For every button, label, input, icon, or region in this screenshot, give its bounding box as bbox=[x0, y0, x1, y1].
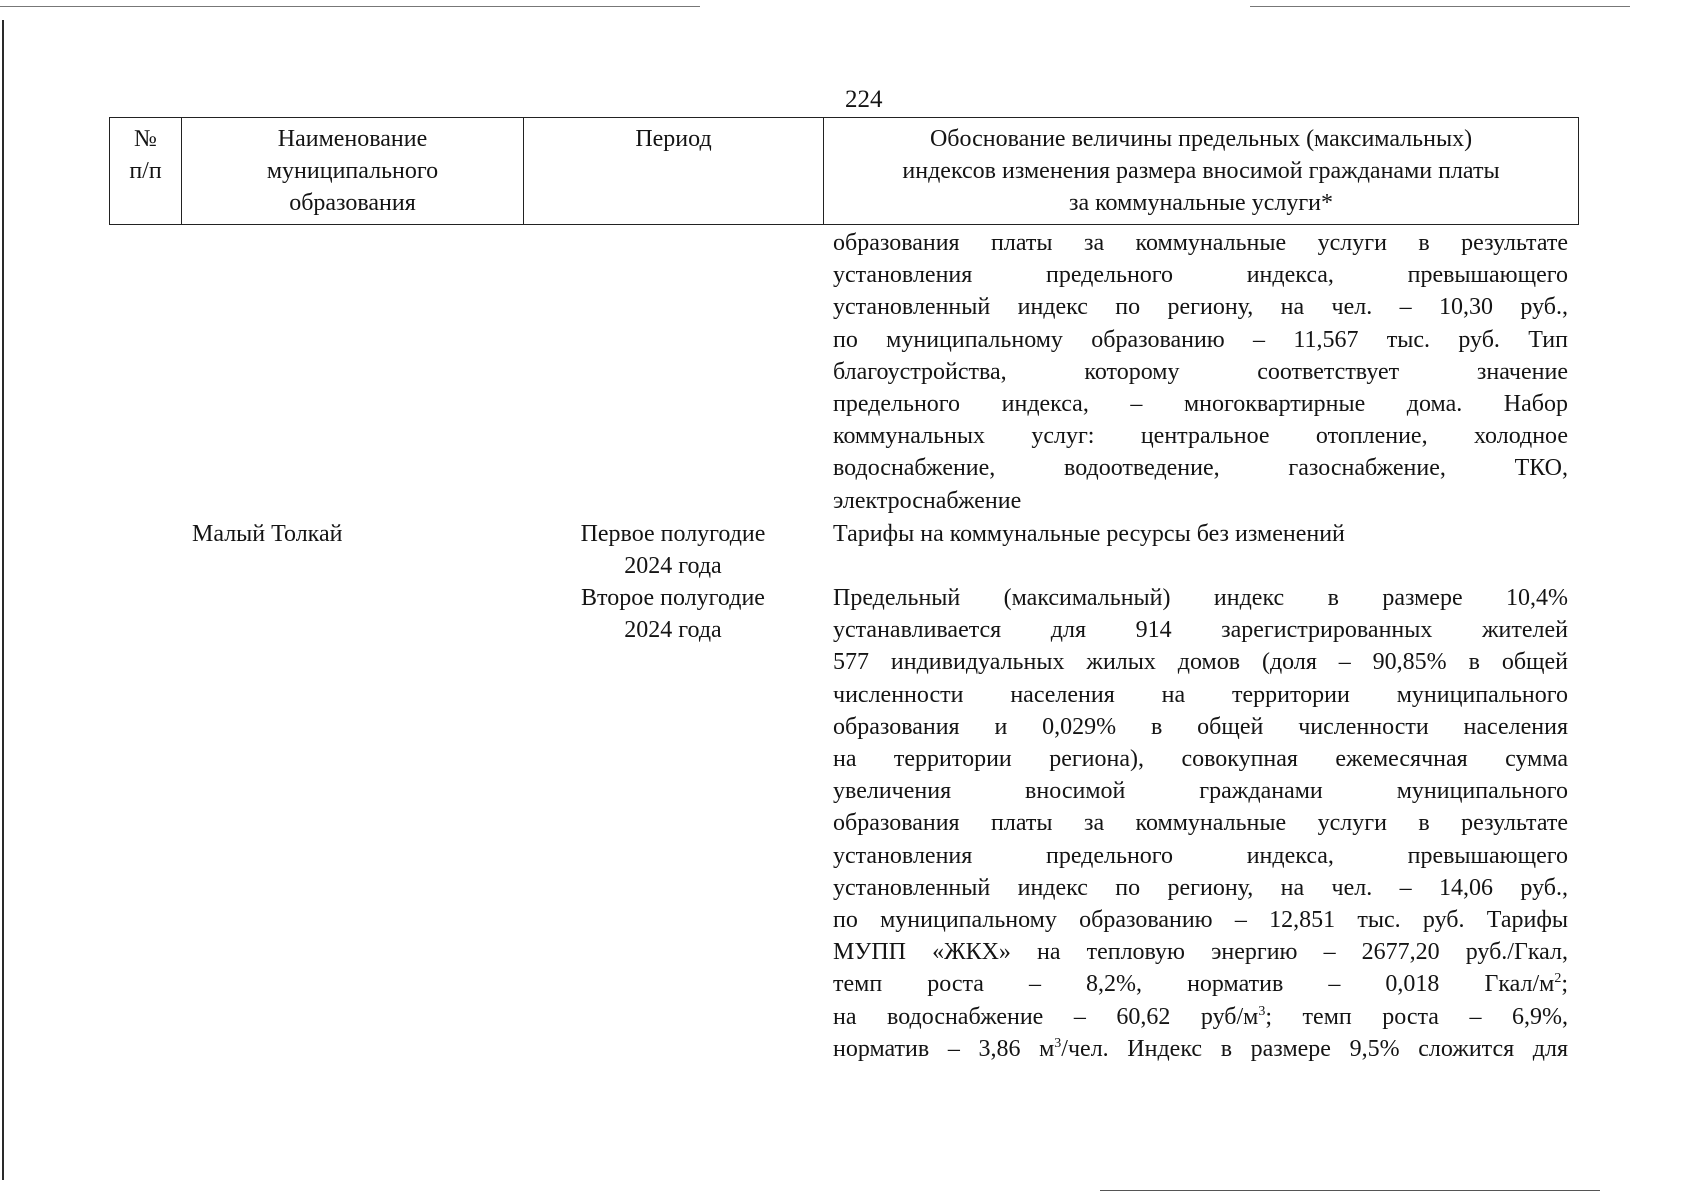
text-line: установления предельного индекса, превышающего bbox=[833, 842, 1568, 869]
municipality-name: Малый Толкай bbox=[192, 521, 343, 547]
text-line: на территории региона), совокупная ежемесячная сумма bbox=[833, 746, 1568, 773]
justification-continuation bbox=[833, 227, 1568, 517]
text-line: МУПП «ЖКХ» на тепловую энергию – 2677,20 руб./Гкал, bbox=[833, 939, 1568, 966]
period-second-half: Второе полугодие 2024 года bbox=[581, 585, 765, 643]
text-line: численности населения на территории муниципального bbox=[833, 681, 1568, 708]
text-line: темп роста – 8,2%, норматив – 0,018 Гкал/$м^2$; bbox=[833, 971, 1568, 998]
text-line: электроснабжение bbox=[833, 487, 1022, 514]
header-cell-justification: Обоснование величины предельных (максимальных) индексов изменения размера вносимой гражданами платы за коммунальные услуги* bbox=[902, 126, 1500, 216]
text-line: на водоснабжение – 60,62 руб/$м^3$; темп роста – 6,9%, bbox=[833, 1003, 1568, 1030]
header-cell-period: Период bbox=[524, 118, 824, 224]
text-line: по муниципальному образованию – 11,567 тыс. руб. Тип bbox=[833, 326, 1568, 353]
text-line: установленный индекс по региону, на чел. – 10,30 руб., bbox=[833, 294, 1568, 321]
text-line: предельного индекса, – многоквартирные дома. Набор bbox=[833, 391, 1568, 418]
text-line: образования и 0,029% в общей численности населения bbox=[833, 713, 1568, 740]
text-line: 577 индивидуальных жилых домов (доля – 90,85% в общей bbox=[833, 649, 1568, 676]
page-number: 224 bbox=[845, 86, 883, 113]
period-first-half: Первое полугодие 2024 года bbox=[580, 521, 766, 579]
justification-first-half bbox=[833, 518, 1568, 550]
text-line: благоустройства, которому соответствует значение bbox=[833, 358, 1568, 385]
text-line: норматив – 3,86 $м^3$/чел. Индекс в размере 9,5% сложится для bbox=[833, 1035, 1568, 1062]
text-line: по муниципальному образованию – 12,851 тыс. руб. Тарифы bbox=[833, 907, 1568, 934]
text-line: Тарифы на коммунальные ресурсы без изменений bbox=[833, 521, 1345, 547]
text-line: устанавливается для 914 зарегистрированных жителей bbox=[833, 617, 1568, 644]
text-line: Предельный (максимальный) индекс в размере 10,4% bbox=[833, 585, 1568, 611]
text-line: образования платы за коммунальные услуги в результате bbox=[833, 810, 1568, 837]
header-cell-municipality: Наименование муниципального образования bbox=[182, 118, 524, 224]
scan-bottom-rule bbox=[1100, 1190, 1600, 1191]
text-line: водоснабжение, водоотведение, газоснабжение, ТКО, bbox=[833, 455, 1568, 482]
header-cell-number: № п/п bbox=[110, 118, 182, 224]
text-line: установленный индекс по региону, на чел. – 14,06 руб., bbox=[833, 874, 1568, 901]
text-line: увеличения вносимой гражданами муниципального bbox=[833, 778, 1568, 805]
scan-margin-line bbox=[2, 20, 4, 1180]
text-line: коммунальных услуг: центральное отопление, холодное bbox=[833, 423, 1568, 450]
scan-top-rule bbox=[0, 6, 700, 7]
scan-top-rule bbox=[1250, 6, 1630, 7]
text-line: образования платы за коммунальные услуги в результате bbox=[833, 230, 1568, 256]
justification-second-half bbox=[833, 582, 1568, 1065]
table-header bbox=[109, 117, 1579, 225]
text-line: установления предельного индекса, превышающего bbox=[833, 262, 1568, 289]
